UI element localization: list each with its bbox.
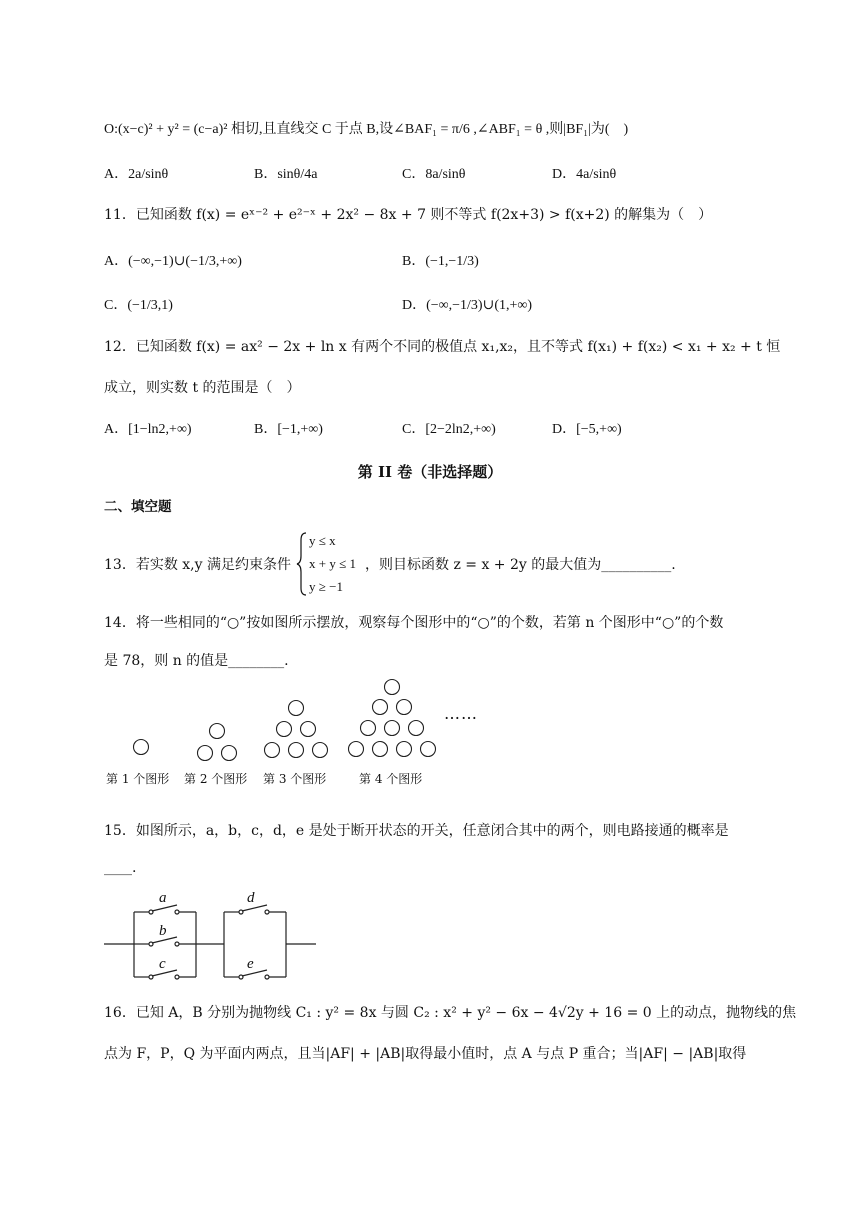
q16-line1: 16．已知 A，B 分别为抛物线 C₁ : y² = 8x 与圆 C₂ : x² + y² − 6x − 4√2y + 16 = 0 上的动点，抛物线的焦 xyxy=(104,1005,797,1021)
section-fill-blank: 二、填空题 xyxy=(104,499,172,515)
q10-option-a: A．2a/sinθ xyxy=(104,167,169,182)
switch-label-c: c xyxy=(159,956,166,972)
q13-suffix: ，则目标函数 z = x + 2y 的最大值为__________. xyxy=(365,557,676,573)
q11-option-d: D．(−∞,−1/3)∪(1,+∞) xyxy=(402,298,533,313)
circuit-diagram xyxy=(104,885,319,985)
q13-constraint-1: y ≤ x xyxy=(309,533,336,548)
q12-stem-line2: 成立，则实数 t 的范围是（ ） xyxy=(104,380,301,396)
pattern-ellipsis: …… xyxy=(444,704,478,723)
switch-label-b: b xyxy=(159,923,167,939)
q12-option-c: C．[2−2ln2,+∞) xyxy=(402,422,496,437)
q14-line1: 14．将一些相同的“○”按如图所示摆放，观察每个图形中的“○”的个数，若第 n 个图形中“○”的个数 xyxy=(104,615,724,631)
q12-option-b: B．[−1,+∞) xyxy=(254,422,323,437)
circle-pattern-figure xyxy=(125,675,545,755)
q11-option-b: B．(−1,−1/3) xyxy=(402,254,479,269)
q13-constraint-3: y ≥ −1 xyxy=(309,579,343,594)
switch-label-a: a xyxy=(159,890,167,906)
q13-constraint-2: x + y ≤ 1 xyxy=(309,556,356,571)
q12-option-d: D．[−5,+∞) xyxy=(552,422,622,437)
q11-stem: 11．已知函数 f(x) = eˣ⁻² + e²⁻ˣ + 2x² − 8x + 7 则不等式 f(2x+3) > f(x+2) 的解集为（ ） xyxy=(104,207,713,223)
q13-prefix: 13．若实数 x,y 满足约束条件 xyxy=(104,557,291,573)
q14-line2: 是 78，则 n 的值是________. xyxy=(104,653,289,669)
q11-option-a: A．(−∞,−1)∪(−1/3,+∞) xyxy=(104,254,242,269)
q10-option-b: B．sinθ/4a xyxy=(254,167,318,182)
q10-option-d: D．4a/sinθ xyxy=(552,167,617,182)
switch-label-d: d xyxy=(247,890,255,906)
q13-brace xyxy=(297,532,307,596)
q10-condition-line: O:(x−c)² + y² = (c−a)² 相切,且直线交 C 于点 B,设∠BAF₁ = π/6 ,∠ABF₁ = θ ,则|BF₁|为( ) xyxy=(104,122,629,137)
q10-option-c: C．8a/sinθ xyxy=(402,167,466,182)
q15-line2: ____. xyxy=(104,860,137,876)
figure-3-caption: 第 3 个图形 xyxy=(263,772,327,786)
q16-line2: 点为 F，P，Q 为平面内两点，且当|AF| + |AB|取得最小值时，点 A 与点 P 重合；当|AF| − |AB|取得 xyxy=(104,1046,747,1062)
part2-title: 第 II 卷（非选择题） xyxy=(357,463,503,481)
switch-label-e: e xyxy=(247,956,254,972)
q15-line1: 15．如图所示，a，b，c，d，e 是处于断开状态的开关，任意闭合其中的两个，则电路接通的概率是 xyxy=(104,823,729,839)
figure-2-caption: 第 2 个图形 xyxy=(184,772,248,786)
figure-4-caption: 第 4 个图形 xyxy=(359,772,423,786)
figure-1-caption: 第 1 个图形 xyxy=(106,772,170,786)
q12-stem-line1: 12．已知函数 f(x) = ax² − 2x + ln x 有两个不同的极值点 x₁,x₂，且不等式 f(x₁) + f(x₂) < x₁ + x₂ + t 恒 xyxy=(104,339,781,355)
q12-option-a: A．[1−ln2,+∞) xyxy=(104,422,192,437)
q11-option-c: C．(−1/3,1) xyxy=(104,298,173,313)
